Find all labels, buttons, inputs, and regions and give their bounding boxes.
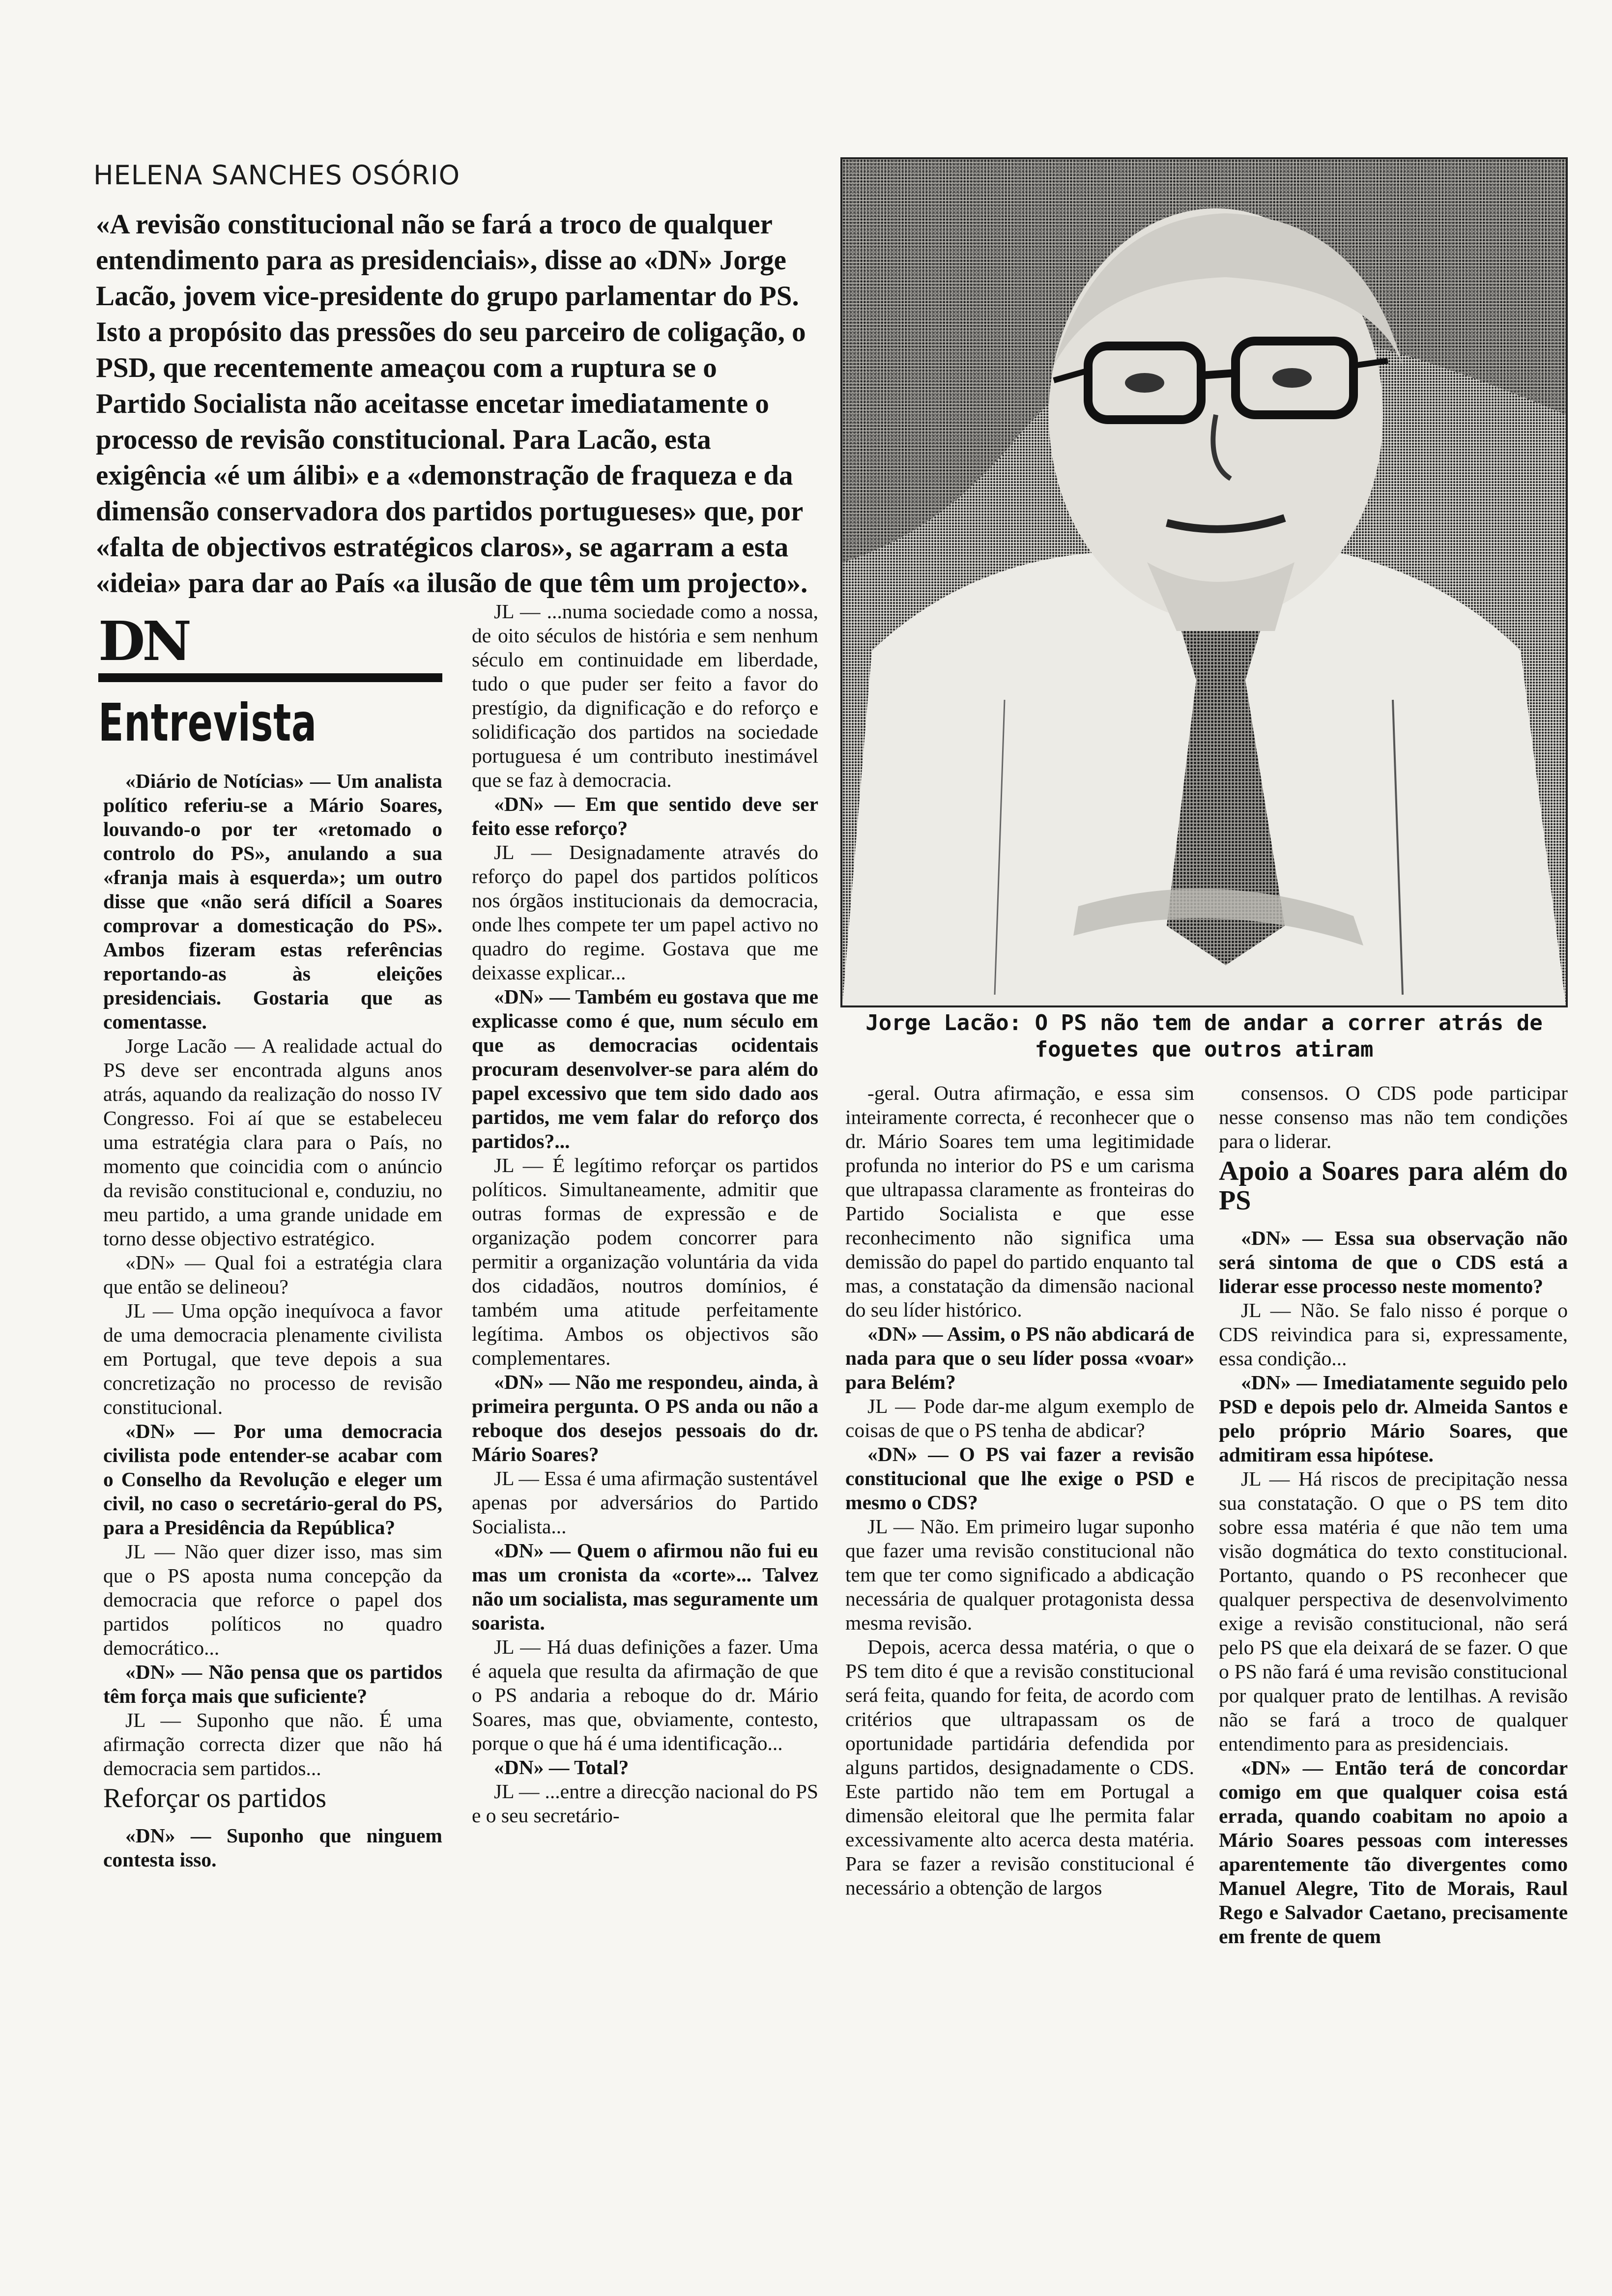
answer: -geral. Outra afirmação, e essa sim inteiramente correcta, é reconhecer que o dr. Mário Soares tem uma legitimidade profunda no interior do PS e um carisma que ultrapassa claramente as fronteiras do Partido Socialista e que esse reconhecimento não significa uma demissão do papel do partido enquanto tal mas, a constatação da dimensão nacional do seu líder histórico.	[845, 1082, 1194, 1321]
answer: JL — Uma opção inequívoca a favor de uma democracia plenamente civilista em Portugal, que teve depois a sua concretização no processo de revisão constitucional.	[103, 1299, 442, 1418]
answer: JL — É legítimo reforçar os partidos políticos. Simultaneamente, admitir que outras formas de expressão e de organização podem concorrer para permitir a organização voluntária da vida dos cidadãos, noutros domínios, é também uma atitude perfeitamente legítima. Ambos os objectivos são complementares.	[472, 1154, 818, 1369]
column-1	[103, 769, 442, 1872]
question: «DN» — Não me respondeu, ainda, à primeira pergunta. O PS anda ou não a reboque dos desejos pessoais do dr. Mário Soares?	[472, 1371, 818, 1465]
question: «DN» — Assim, o PS não abdicará de nada para que o seu líder possa «voar» para Belém?	[845, 1322, 1194, 1393]
answer: JL — Não quer dizer isso, mas sim que o PS aposta numa concepção da democracia que reforce o papel dos partidos políticos no quadro democrático...	[103, 1540, 442, 1659]
answer: JL — ...entre a direcção nacional do PS e o seu secretário-	[472, 1780, 818, 1827]
portrait-photo	[840, 157, 1568, 1007]
question: «DN» — Não pensa que os partidos têm força mais que suficiente?	[103, 1661, 442, 1707]
question: «DN» — Também eu gostava que me explicasse como é que, num século em que as democracias ocidentais procuram desenvolver-se para além do papel excessivo que tem sido dado aos partidos, me vem falar do reforço dos partidos?...	[472, 985, 818, 1152]
question: «DN» — Por uma democracia civilista pode entender-se acabar com o Conselho da Revolução e eleger um civil, no caso o secretário-geral do PS, para a Presidência da República?	[103, 1420, 442, 1539]
answer: JL — Não. Se falo nisso é porque o CDS reivindica para si, expressamente, essa condição...	[1219, 1299, 1568, 1370]
answer: JL — ...numa sociedade como a nossa, de oito séculos de história e sem nenhum século em continuidade em liberdade, tudo o que puder ser feito a favor do prestígio, da dignificação e do reforço e solidificação dos partidos na sociedade portuguesa é um contributo inestimável que se faz à democracia.	[472, 600, 818, 791]
question: «DN» — Total?	[494, 1756, 629, 1779]
question: «Diário de Notícias» — Um analista político referiu-se a Mário Soares, louvando-o por ter «retomado o controlo do PS», anulando a sua «franja mais à esquerda»; um outro disse que «não será difícil a Soares comprovar a domesticação do PS». Ambos fizeram estas referências reportando-as às eleições presidenciais. Gostaria que as comentasse.	[103, 770, 442, 1033]
answer: JL — Designadamente através do reforço do papel dos partidos políticos nos órgãos institucionais da democracia, onde lhes compete ter um papel activo no quadro do regime. Gostava que me deixasse explicar...	[472, 841, 818, 984]
column-4	[1219, 1081, 1568, 1949]
answer: JL — Essa é uma afirmação sustentável apenas por adversários do Partido Socialista...	[472, 1467, 818, 1538]
answer: Depois, acerca dessa matéria, o que o PS tem dito é que a revisão constitucional será feita, quando for feita, de acordo com critérios que ultrapassam os de oportunidade partidária defendida por alguns partidos, designadamente o CDS. Este partido não tem em Portugal a dimensão eleitoral que lhe permita falar excessivamente alto acerca desta matéria. Para se fazer a revisão constitucional é necessário a obtenção de largos	[845, 1636, 1194, 1899]
question: «DN» — Qual foi a estratégia clara que então se delineou?	[103, 1251, 442, 1298]
column-3	[845, 1081, 1194, 1900]
question: «DN» — Então terá de concordar comigo em que qualquer coisa está errada, quando coabitam no apoio a Mário Soares pessoas com interesses aparentemente tão divergentes como Manuel Alegre, Tito de Morais, Raul Rego e Salvador Caetano, precisamente em frente de quem	[1219, 1756, 1568, 1948]
question: «DN» — O PS vai fazer a revisão constitucional que lhe exige o PSD e mesmo o CDS?	[845, 1443, 1194, 1514]
photo-caption: Jorge Lacão: O PS não tem de andar a correr atrás de foguetes que outros atiram	[865, 1010, 1543, 1062]
question: «DN» — Essa sua observação não será sintoma de que o CDS está a liderar esse processo neste momento?	[1219, 1227, 1568, 1297]
dn-logo: DN	[98, 609, 189, 673]
question: «DN» — Em que sentido deve ser feito esse reforço?	[472, 793, 818, 839]
answer: Jorge Lacão — A realidade actual do PS deve ser encontrada alguns anos atrás, aquando da realização do nosso IV Congresso. Foi aí que se estabeleceu uma estratégia clara para o País, no momento que coincidia com o anúncio da revisão constitucional e, conduziu, no meu partido, a uma grande unidade em torno desse objectivo estratégico.	[103, 1034, 442, 1250]
answer: JL — Suponho que não. É uma afirmação correcta dizer que não há democracia sem partidos...	[103, 1709, 442, 1779]
answer: consensos. O CDS pode participar nesse consenso mas não tem condições para o liderar.	[1219, 1082, 1568, 1152]
answer: JL — Há riscos de precipitação nessa sua constatação. O que o PS tem dito sobre essa matéria é que não tem uma visão dogmática do texto constitucional. Portanto, quando o PS reconhecer que qualquer perspectiva de desenvolvimento exige a revisão constitucional, não será pelo PS que ela deixará de se fazer. O que o PS não fará é uma revisão constitucional por qualquer prato de lentilhas. A revisão não se fará a troco de qualquer entendimento para as presidenciais.	[1219, 1467, 1568, 1755]
section-rule	[98, 673, 442, 682]
question: «DN» — Quem o afirmou não fui eu mas um cronista da «corte»... Talvez não um socialista, mas seguramente um soarista.	[472, 1539, 818, 1634]
subheading: Reforçar os partidos	[103, 1783, 327, 1813]
section-title: Entrevista	[98, 693, 317, 753]
answer: JL — Pode dar-me algum exemplo de coisas de que o PS tenha de abdicar?	[845, 1395, 1194, 1441]
lead-paragraph: «A revisão constitucional não se fará a troco de qualquer entendimento para as presidenciais», disse ao «DN» Jorge Lacão, jovem vice-presidente do grupo parlamentar do PS. Isto a propósito das pressões do seu parceiro de coligação, o PSD, que recentemente ameaçou com a ruptura se o Partido Socialista não aceitasse encetar imediatamente o processo de revisão constitucional. Para Lacão, esta exigência «é um álibi» e a «demonstração de fraqueza e da dimensão conservadora dos partidos portugueses» que, por «falta de objectivos estratégicos claros», se agarram a esta «ideia» para dar ao País «a ilusão de que têm um projecto».	[96, 209, 808, 599]
byline: HELENA SANCHES OSÓRIO	[93, 160, 461, 191]
subheading: Apoio a Soares para além do PS	[1219, 1156, 1568, 1216]
question: «DN» — Imediatamente seguido pelo PSD e depois pelo dr. Almeida Santos e pelo próprio Mário Soares, que admitiram essa hipótese.	[1219, 1371, 1568, 1466]
answer: JL — Há duas definições a fazer. Uma é aquela que resulta da afirmação de que o PS andaria a reboque do dr. Mário Soares, mas que, obviamente, contesto, porque o que há é uma identificação...	[472, 1636, 818, 1754]
column-2	[472, 600, 818, 1828]
question: «DN» — Suponho que ninguem contesta isso.	[103, 1824, 442, 1871]
answer: JL — Não. Em primeiro lugar suponho que fazer uma revisão constitucional não tem que ter como significado a abdicação necessária de qualquer protagonista dessa mesma revisão.	[845, 1515, 1194, 1634]
